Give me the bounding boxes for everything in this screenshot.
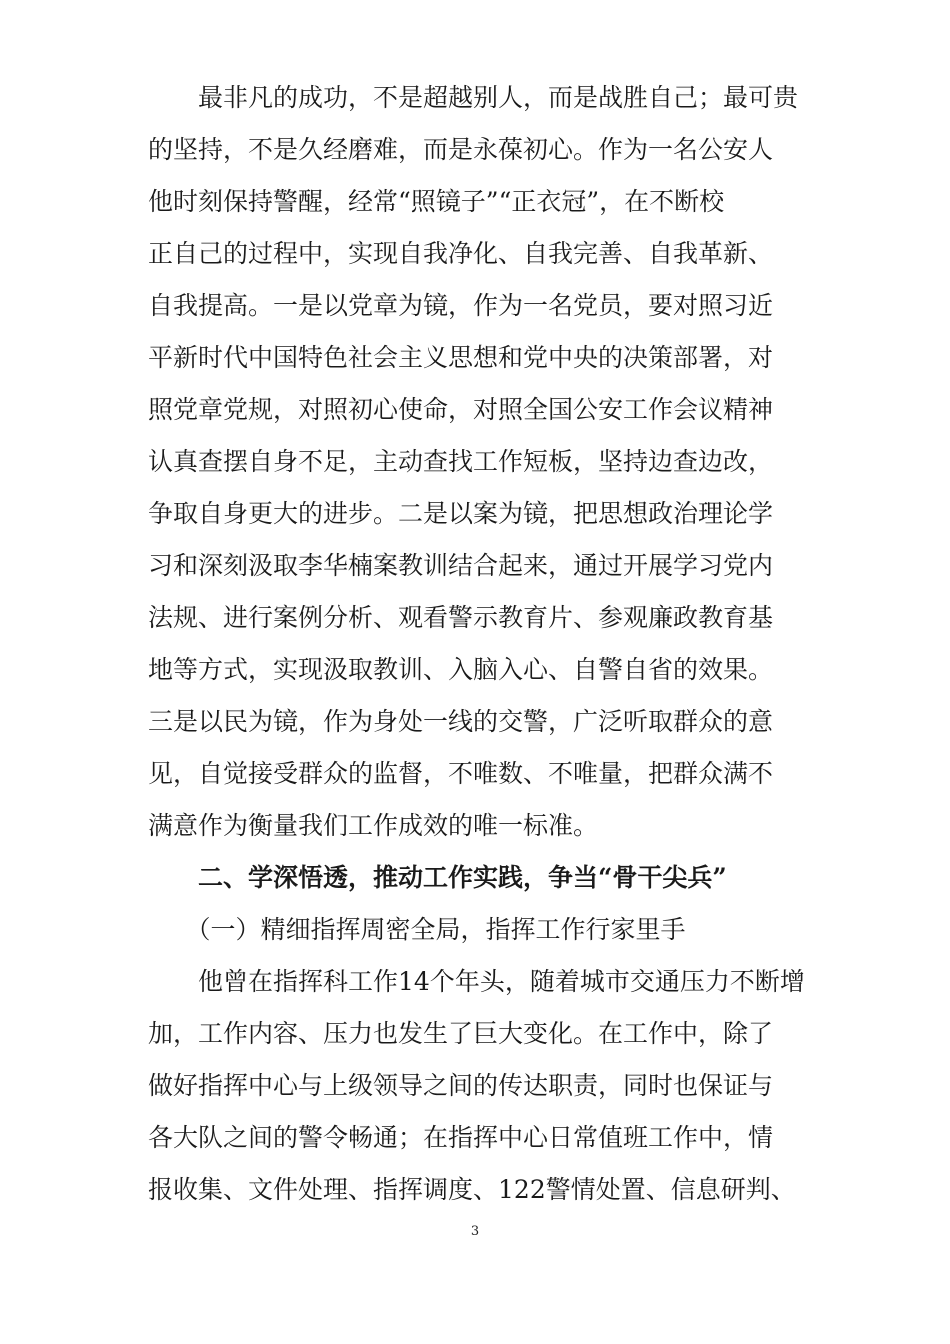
text-line: 地等方式，实现汲取教训、入脑入心、自警自省的效果。 [148, 655, 774, 684]
text-line: 做好指挥中心与上级领导之间的传达职责，同时也保证与 [148, 1071, 774, 1100]
text-line: 他曾在指挥科工作14个年头，随着城市交通压力不断增 [148, 967, 805, 996]
text-line: 他时刻保持警醒，经常“照镜子”“正衣冠”，在不断校 [148, 187, 725, 216]
text-line: 正自己的过程中，实现自我净化、自我完善、自我革新、 [148, 239, 774, 268]
text-line: 报收集、文件处理、指挥调度、122警情处置、信息研判、 [148, 1175, 796, 1204]
subsection-heading: （一）精细指挥周密全局，指挥工作行家里手 [148, 915, 686, 944]
text-line: 见，自觉接受群众的监督，不唯数、不唯量，把群众满不 [148, 759, 774, 788]
section-heading: 二、学深悟透，推动工作实践，争当“骨干尖兵” [148, 863, 727, 892]
text-line: 争取自身更大的进步。二是以案为镜，把思想政治理论学 [148, 499, 774, 528]
text-line: 加，工作内容、压力也发生了巨大变化。在工作中，除了 [148, 1019, 774, 1048]
text-line: 三是以民为镜，作为身处一线的交警，广泛听取群众的意 [148, 707, 774, 736]
body-text [148, 72, 808, 1216]
text-line: 的坚持，不是久经磨难，而是永葆初心。作为一名公安人 [148, 135, 774, 164]
text-line: 满意作为衡量我们工作成效的唯一标准。 [148, 811, 599, 840]
text-line: 照党章党规，对照初心使命，对照全国公安工作会议精神 [148, 395, 774, 424]
text-line: 最非凡的成功，不是超越别人，而是战胜自己；最可贵 [148, 83, 799, 112]
text-line: 习和深刻汲取李华楠案教训结合起来，通过开展学习党内 [148, 551, 774, 580]
text-line: 认真查摆自身不足，主动查找工作短板，坚持边查边改， [148, 447, 774, 476]
text-line: 各大队之间的警令畅通；在指挥中心日常值班工作中，情 [148, 1123, 774, 1152]
text-line: 法规、进行案例分析、观看警示教育片、参观廉政教育基 [148, 603, 774, 632]
text-line: 自我提高。一是以党章为镜，作为一名党员，要对照习近 [148, 291, 774, 320]
page-number: 3 [470, 1224, 480, 1239]
text-line: 平新时代中国特色社会主义思想和党中央的决策部署，对 [148, 343, 774, 372]
